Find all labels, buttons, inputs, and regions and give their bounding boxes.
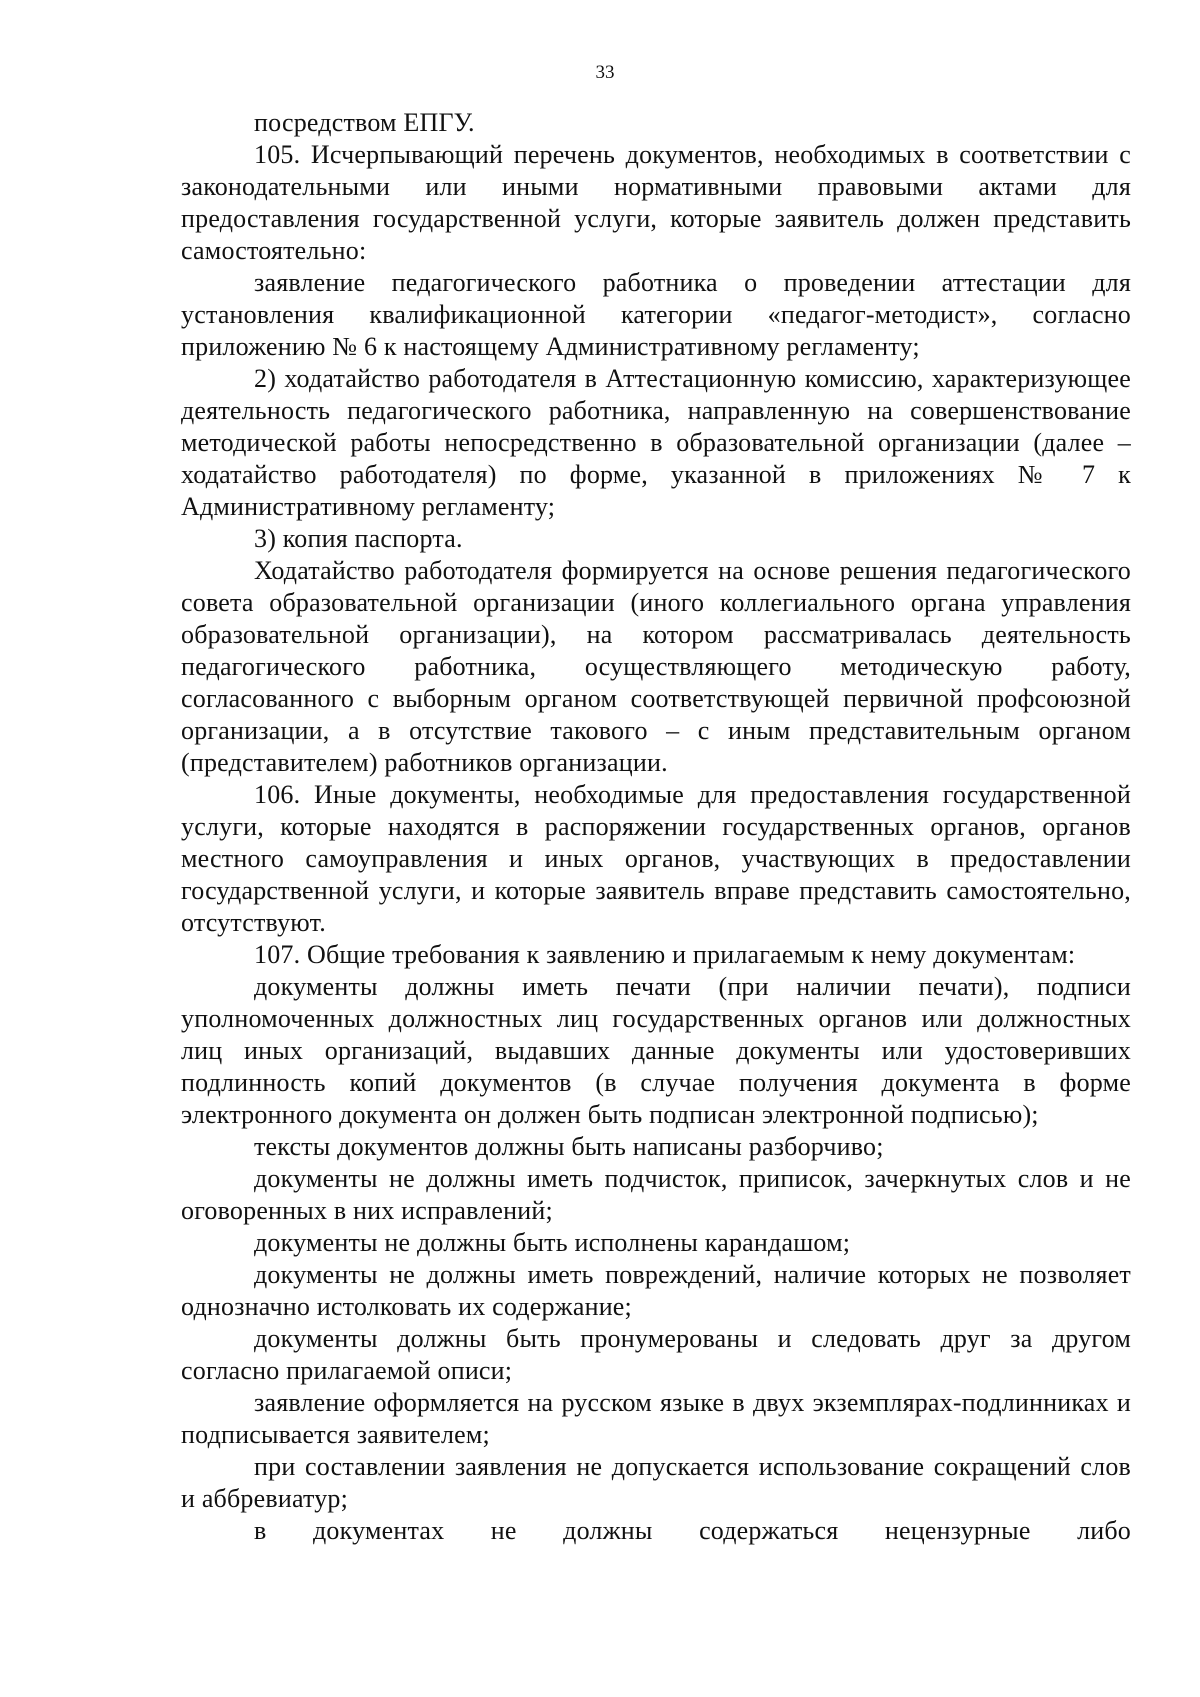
paragraph-item-107: 107. Общие требования к заявлению и прилагаемым к нему документам:	[254, 940, 1076, 969]
paragraph-item-105: 105. Исчерпывающий перечень документов, необходимых в соответствии с законодательными или иными нормативными правовыми актами для предоставления государственной услуги, которые заявитель должен представить самостоятельно:	[181, 140, 1131, 265]
paragraph-requirement-no-erasures: документы не должны иметь подчисток, приписок, зачеркнутых слов и не оговоренных в них исправлений;	[181, 1164, 1131, 1225]
page-number: 33	[595, 62, 615, 83]
paragraph-application: заявление педагогического работника о проведении аттестации для установления квалификационной категории «педагог-методист», согласно приложению № 6 к настоящему Административному регламенту;	[181, 268, 1131, 361]
paragraph-continuation: посредством ЕПГУ.	[254, 108, 475, 137]
paragraph-requirement-no-abbreviations: при составлении заявления не допускается использование сокращений слов и аббревиатур;	[181, 1452, 1131, 1513]
paragraph-requirement-no-damage: документы не должны иметь повреждений, наличие которых не позволяет однозначно истолковать их содержание;	[181, 1260, 1131, 1321]
paragraph-requirement-russian: заявление оформляется на русском языке в двух экземплярах-подлинниках и подписывается заявителем;	[181, 1388, 1131, 1449]
paragraph-requirement-seals: документы должны иметь печати (при наличии печати), подписи уполномоченных должностных лиц государственных органов или должностных лиц иных организаций, выдавших данные документы или удостоверивших подлинность копий документов (в случае получения документа в форме электронного документа он должен быть подписан электронной подписью);	[181, 972, 1131, 1129]
paragraph-petition: Ходатайство работодателя формируется на основе решения педагогического совета образовательной организации (иного коллегиального органа управления образовательной организации), на котором рассматривалась деятельность педагогического работника, осуществляющего методическую работу, согласованного с выборным органом соответствующей первичной профсоюзной организации, а в отсутствие такового – с иным представительным органом (представителем) работников организации.	[181, 556, 1131, 777]
paragraph-requirement-no-pencil: документы не должны быть исполнены карандашом;	[254, 1228, 851, 1257]
paragraph-requirement-legible: тексты документов должны быть написаны разборчиво;	[254, 1132, 884, 1161]
paragraph-requirement-no-obscene: в документах не должны содержаться нецензурные либо	[254, 1516, 1131, 1545]
paragraph-item-2: 2) ходатайство работодателя в Аттестационную комиссию, характеризующее деятельность педагогического работника, направленную на совершенствование методической работы непосредственно в образовательной организации (далее – ходатайство работодателя) по форме, указанной в приложениях № 7 к Административному регламенту;	[181, 364, 1131, 521]
document-body	[181, 107, 1131, 1547]
paragraph-item-106: 106. Иные документы, необходимые для предоставления государственной услуги, которые находятся в распоряжении государственных органов, органов местного самоуправления и иных органов, участвующих в предоставлении государственной услуги, и которые заявитель вправе представить самостоятельно, отсутствуют.	[181, 780, 1131, 937]
paragraph-item-3: 3) копия паспорта.	[254, 524, 463, 553]
paragraph-requirement-numbered: документы должны быть пронумерованы и следовать друг за другом согласно прилагаемой описи;	[181, 1324, 1131, 1385]
